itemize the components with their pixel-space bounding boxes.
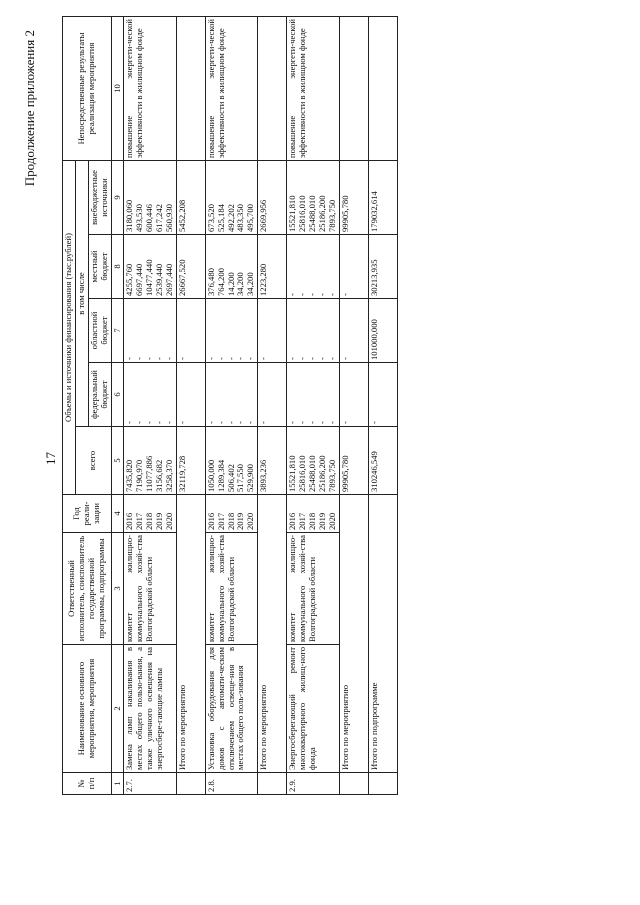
- regional-cell: [287, 299, 339, 363]
- value: -: [306, 421, 317, 424]
- value: 6697,440: [134, 263, 145, 296]
- column-number: 1: [111, 773, 124, 795]
- table-body: [124, 16, 397, 794]
- value: 376,480: [205, 268, 216, 296]
- column-number: 2: [111, 645, 124, 773]
- value: -: [316, 421, 327, 424]
- value: -: [235, 357, 246, 360]
- measure-name: Замена ламп накаливания в местах общего пользо-вания, а также уличного освещения на энергосбере-гающие лампы: [124, 645, 176, 773]
- value: 506,402: [225, 464, 236, 492]
- value: 25816,010: [297, 455, 307, 492]
- grand-total-label: Итого по подпрограмме: [368, 495, 397, 773]
- value: -: [297, 421, 307, 424]
- value: 764,200: [215, 268, 226, 296]
- value: 2539,440: [154, 263, 164, 296]
- column-number: 4: [111, 495, 124, 533]
- grand-total-total: 310246,549: [368, 427, 397, 495]
- value: 525,184: [215, 204, 226, 232]
- value: -: [306, 357, 317, 360]
- value: 14,200: [225, 272, 236, 296]
- header-total: всего: [75, 427, 111, 495]
- extra-cell: [205, 160, 257, 234]
- value: 529,900: [245, 464, 256, 492]
- year: 2019: [154, 512, 164, 530]
- value: -: [287, 421, 298, 424]
- value: 3156,682: [154, 459, 164, 492]
- year: 2019: [316, 512, 327, 530]
- value: -: [144, 357, 155, 360]
- value: 673,520: [205, 204, 216, 232]
- subtotal-regional: -: [339, 299, 368, 363]
- value: -: [316, 293, 327, 296]
- value: 600,446: [144, 204, 155, 232]
- value: 25186,200: [316, 455, 327, 492]
- value: -: [163, 357, 174, 360]
- subtotal-regional: -: [258, 299, 287, 363]
- header-num: № п/п: [63, 773, 112, 795]
- header-year: Год реали-зации: [63, 495, 112, 533]
- total-cell: [205, 427, 257, 495]
- result-cell: повышение энергети-ческой эффективности в жилищном фонде: [124, 16, 176, 160]
- subtotal-extra: 5452,208: [176, 160, 205, 234]
- value: -: [297, 293, 307, 296]
- subtotal-label: Итого по мероприятию: [339, 495, 368, 773]
- table-row-2-9: [287, 16, 339, 794]
- subtotal-local: 1223,280: [258, 235, 287, 299]
- year: 2016: [124, 512, 135, 530]
- year: 2019: [235, 512, 246, 530]
- value: -: [215, 421, 226, 424]
- subtotal-total: 3893,236: [258, 427, 287, 495]
- year: 2018: [225, 512, 236, 530]
- value: 10477,440: [144, 259, 155, 296]
- value: -: [316, 357, 327, 360]
- value: 25488,010: [306, 195, 317, 232]
- value: 3180,060: [124, 199, 135, 232]
- table-row-2-7: [124, 16, 176, 794]
- value: 25186,200: [316, 195, 327, 232]
- value: 483,350: [235, 204, 246, 232]
- header-federal: федеральный бюджет: [88, 363, 111, 427]
- local-cell: [287, 235, 339, 299]
- column-number: 3: [111, 533, 124, 645]
- header-regional: областной бюджет: [88, 299, 111, 363]
- value: 34,200: [245, 272, 256, 296]
- subtotal-row: [339, 16, 368, 794]
- header-local: местный бюджет: [88, 235, 111, 299]
- subtotal-label: Итого по мероприятию: [176, 495, 205, 773]
- value: -: [225, 357, 236, 360]
- year: 2020: [245, 512, 256, 530]
- value: 617,242: [154, 204, 164, 232]
- total-cell: [287, 427, 339, 495]
- value: 34,200: [235, 272, 246, 296]
- column-number: 9: [111, 160, 124, 234]
- table-row-2-8: [205, 16, 257, 794]
- value: -: [297, 357, 307, 360]
- subtotal-regional: -: [176, 299, 205, 363]
- appendix-continuation-note: Продолжение приложения 2: [22, 30, 37, 187]
- row-number: 2.9.: [287, 773, 339, 795]
- year: 2017: [297, 512, 307, 530]
- value: -: [326, 357, 337, 360]
- value: -: [134, 357, 145, 360]
- subtotal-federal: -: [339, 363, 368, 427]
- value: 7435,820: [124, 459, 135, 492]
- value: 492,202: [225, 204, 236, 232]
- year: 2017: [215, 512, 226, 530]
- value: 15521,810: [287, 455, 298, 492]
- value: 25816,010: [297, 195, 307, 232]
- federal-cell: [287, 363, 339, 427]
- column-numbers-row: [111, 16, 124, 794]
- value: -: [154, 357, 164, 360]
- grand-total-extra: 179032,614: [368, 160, 397, 234]
- total-cell: [124, 427, 176, 495]
- result-cell: повышение энергети-ческой эффективности в жилищном фонде: [287, 16, 339, 160]
- value: 7190,970: [134, 459, 145, 492]
- value: -: [326, 421, 337, 424]
- value: -: [225, 421, 236, 424]
- value: -: [287, 357, 298, 360]
- value: -: [215, 357, 226, 360]
- responsible-executor: комитет жилищно-коммунального хозяй-ства Волгоградской области: [124, 533, 176, 645]
- value: -: [235, 421, 246, 424]
- subtotal-total: 99905,780: [339, 427, 368, 495]
- subtotal-extra: 99905,780: [339, 160, 368, 234]
- value: 11077,886: [144, 455, 155, 492]
- federal-cell: [205, 363, 257, 427]
- value: -: [306, 293, 317, 296]
- value: -: [205, 357, 216, 360]
- years-cell: [205, 495, 257, 533]
- local-cell: [205, 235, 257, 299]
- value: -: [205, 421, 216, 424]
- years-cell: [124, 495, 176, 533]
- value: -: [326, 293, 337, 296]
- value: -: [124, 421, 135, 424]
- column-number: 5: [111, 427, 124, 495]
- value: 2697,440: [163, 263, 174, 296]
- value: 7893,750: [326, 459, 337, 492]
- subtotal-total: 32119,728: [176, 427, 205, 495]
- value: 15521,810: [287, 195, 298, 232]
- responsible-executor: комитет жилищно-коммунального хозяй-ства Волгоградской области: [287, 533, 339, 645]
- value: 7893,750: [326, 199, 337, 232]
- grand-total-row: [368, 16, 397, 794]
- responsible-executor: комитет жилищно-коммунального хозяй-ства Волгоградской области: [205, 533, 257, 645]
- subtotal-federal: -: [176, 363, 205, 427]
- subtotal-label: Итого по мероприятию: [258, 495, 287, 773]
- subtotal-row: [258, 16, 287, 794]
- result-cell: повышение энергети-ческой эффективности в жилищном фонде: [205, 16, 257, 160]
- value: -: [245, 357, 256, 360]
- value: 4255,760: [124, 263, 135, 296]
- header-name: Наименование основного мероприятия, мероприятия: [63, 645, 112, 773]
- value: 1289,384: [215, 459, 226, 492]
- header-funding-group: Объемы и источники финансирования (тыс.рублей): [63, 160, 76, 494]
- value: -: [163, 421, 174, 424]
- row-number: 2.8.: [205, 773, 257, 795]
- year: 2018: [306, 512, 317, 530]
- value: -: [287, 293, 298, 296]
- value: -: [144, 421, 155, 424]
- year: 2020: [326, 512, 337, 530]
- regional-cell: [124, 299, 176, 363]
- row-number: 2.7.: [124, 773, 176, 795]
- page-number: 17: [43, 452, 58, 465]
- value: 25488,010: [306, 455, 317, 492]
- year: 2018: [144, 512, 155, 530]
- subtotal-local: 26667,520: [176, 235, 205, 299]
- extra-cell: [287, 160, 339, 234]
- year: 2020: [163, 512, 174, 530]
- value: -: [154, 421, 164, 424]
- subtotal-federal: -: [258, 363, 287, 427]
- value: 3258,370: [163, 459, 174, 492]
- value: -: [134, 421, 145, 424]
- value: 1050,000: [205, 459, 216, 492]
- header-extra: внебюджетные источники: [88, 160, 111, 234]
- value: -: [124, 357, 135, 360]
- measure-name: Установка оборудования для домов с автомати-ческим отключением освеще-ния в местах общего поль-зования: [205, 645, 257, 773]
- years-cell: [287, 495, 339, 533]
- federal-cell: [124, 363, 176, 427]
- column-number: 10: [111, 16, 124, 160]
- header-result: Непосредственные результаты реализации мероприятия: [63, 16, 112, 160]
- subtotal-row: [176, 16, 205, 794]
- column-number: 7: [111, 299, 124, 363]
- column-number: 8: [111, 235, 124, 299]
- value: 517,550: [235, 464, 246, 492]
- table-header: [63, 16, 124, 794]
- grand-total-regional: 101000,000: [368, 299, 397, 363]
- value: -: [245, 421, 256, 424]
- header-responsible: Ответственный исполнитель, соисполнитель государственной программы, подпрограммы: [63, 533, 112, 645]
- column-number: 6: [111, 363, 124, 427]
- value: 495,700: [245, 204, 256, 232]
- grand-total-local: 30213,935: [368, 235, 397, 299]
- local-cell: [124, 235, 176, 299]
- year: 2017: [134, 512, 145, 530]
- value: 560,930: [163, 204, 174, 232]
- subtotal-local: -: [339, 235, 368, 299]
- grand-total-federal: -: [368, 363, 397, 427]
- subtotal-extra: 2669,956: [258, 160, 287, 234]
- value: 493,530: [134, 204, 145, 232]
- header-incl: в том числе: [75, 160, 88, 426]
- measure-name: Энергосберегающий ремонт многоквартирного жилищ-ного фонда: [287, 645, 339, 773]
- regional-cell: [205, 299, 257, 363]
- extra-cell: [124, 160, 176, 234]
- funding-table: [62, 16, 398, 795]
- year: 2016: [205, 512, 216, 530]
- year: 2016: [287, 512, 298, 530]
